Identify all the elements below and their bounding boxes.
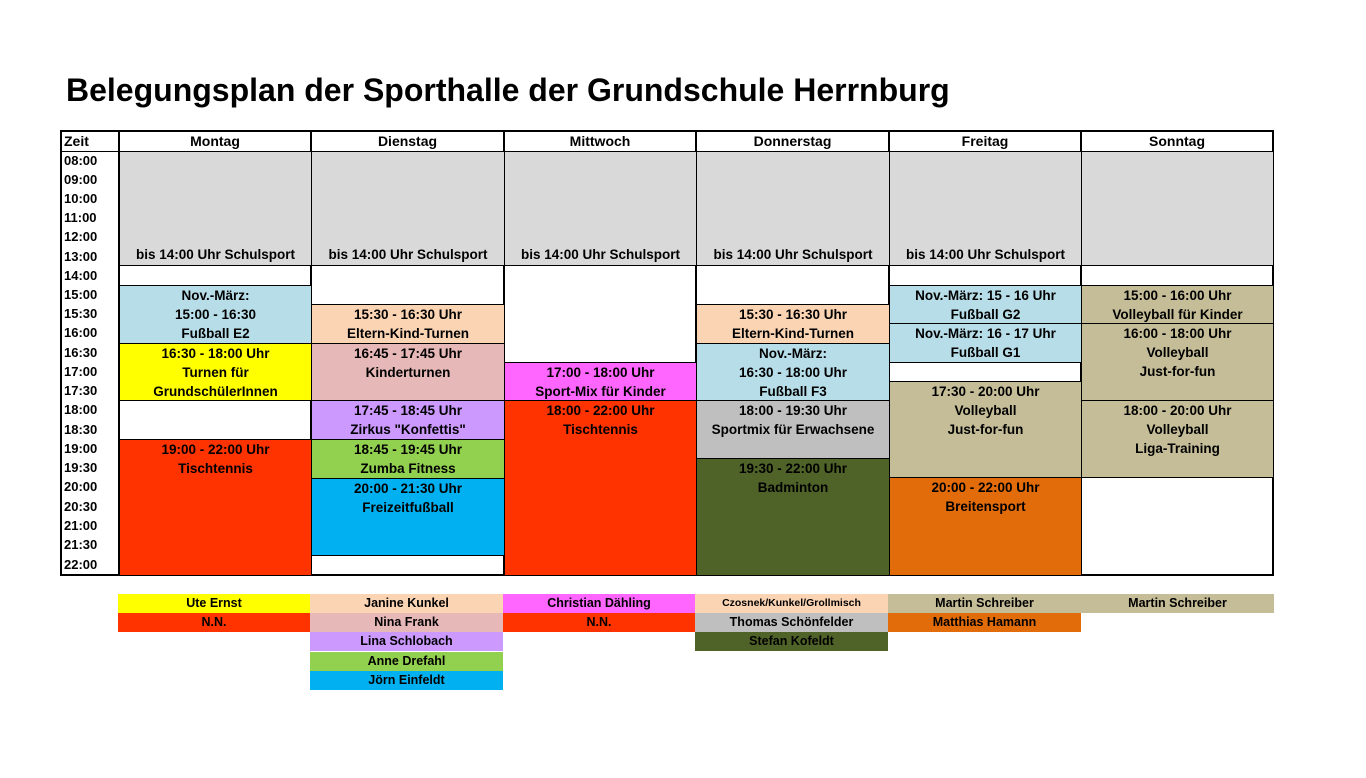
event-line: Kinderturnen xyxy=(365,365,451,381)
event-line: 17:45 - 18:45 Uhr xyxy=(353,403,463,418)
time-label: 11:00 xyxy=(64,210,97,225)
event-block xyxy=(1081,400,1274,478)
event-line: Sportmix für Erwachsene xyxy=(711,422,875,438)
legend-anne-drefahl: Anne Drefahl xyxy=(310,652,503,671)
page-title: Belegungsplan der Sporthalle der Grundschule Herrnburg xyxy=(66,72,950,108)
event-line: Tischtennis xyxy=(178,461,253,477)
event-line: 15:00 - 16:00 Uhr xyxy=(1123,288,1232,303)
event-line: 18:45 - 19:45 Uhr xyxy=(353,442,463,457)
time-label: 18:00 xyxy=(64,402,98,417)
time-label: 15:30 xyxy=(64,306,98,321)
event-block xyxy=(311,478,505,556)
event-line: GrundschülerInnen xyxy=(153,384,278,400)
time-label: 09:00 xyxy=(64,172,98,187)
time-label: 20:00 xyxy=(64,479,98,494)
event-line: 15:00 - 16:30 xyxy=(174,307,257,323)
legend-stefan-kofeldt: Stefan Kofeldt xyxy=(695,632,888,651)
schedule-grid xyxy=(60,130,1274,576)
event-line: 16:30 - 18:00 Uhr xyxy=(738,365,848,381)
event-block xyxy=(1081,323,1274,401)
event-line: Fußball E2 xyxy=(181,326,250,342)
empty-block-sonntag xyxy=(1081,151,1274,266)
event-line: 20:00 - 21:30 Uhr xyxy=(353,481,463,496)
time-label: 13:00 xyxy=(64,249,98,264)
time-label: 10:00 xyxy=(64,191,98,206)
event-line: Eltern-Kind-Turnen xyxy=(732,326,854,342)
event-line: Volleyball xyxy=(1146,422,1209,438)
event-line: Nov.-März: xyxy=(181,288,250,303)
header-time: Zeit xyxy=(64,133,89,149)
time-label: 19:30 xyxy=(64,460,98,475)
event-line: 16:00 - 18:00 Uhr xyxy=(1123,326,1232,341)
event-line: 15:30 - 16:30 Uhr xyxy=(353,307,463,322)
schulsport-text: bis 14:00 Uhr Schulsport xyxy=(520,246,681,262)
event-block xyxy=(311,343,505,401)
header-day-freitag: Freitag xyxy=(961,133,1009,149)
event-line: Sport-Mix für Kinder xyxy=(535,384,666,400)
event-line: Tischtennis xyxy=(563,422,638,438)
legend-nina-frank: Nina Frank xyxy=(310,613,503,632)
event-line: 18:00 - 22:00 Uhr xyxy=(546,403,655,418)
legend-janine-kunkel: Janine Kunkel xyxy=(310,594,503,613)
legend-martin-schreiber-freitag: Martin Schreiber xyxy=(888,594,1081,613)
event-block xyxy=(889,477,1082,576)
time-label: 14:00 xyxy=(64,268,98,283)
event-block xyxy=(696,400,890,459)
event-line: Volleyball xyxy=(954,403,1017,419)
event-line: Just-for-fun xyxy=(947,422,1024,438)
schulsport-block-montag xyxy=(119,151,312,266)
legend-lina-schlobach: Lina Schlobach xyxy=(310,632,503,651)
event-line: Volleyball für Kinder xyxy=(1112,307,1243,323)
schulsport-text: bis 14:00 Uhr Schulsport xyxy=(713,246,873,262)
event-block xyxy=(504,400,697,576)
header-day-mittwoch: Mittwoch xyxy=(569,133,631,149)
header-day-dienstag: Dienstag xyxy=(377,133,438,149)
event-line: 19:30 - 22:00 Uhr xyxy=(738,461,848,476)
event-line: Volleyball xyxy=(1146,345,1209,361)
event-line: 15:30 - 16:30 Uhr xyxy=(738,307,848,322)
legend-matthias-hamann: Matthias Hamann xyxy=(888,613,1081,632)
event-line: 19:00 - 22:00 Uhr xyxy=(161,442,270,457)
time-label: 21:00 xyxy=(64,518,98,533)
event-line: 16:45 - 17:45 Uhr xyxy=(353,346,463,361)
legend-czosnek-kunkel-grollmisch: Czosnek/Kunkel/Grollmisch xyxy=(695,594,888,613)
legend-ute-ernst: Ute Ernst xyxy=(118,594,310,613)
event-line: Liga-Training xyxy=(1135,441,1220,457)
time-label: 22:00 xyxy=(64,557,98,572)
schulsport-text: bis 14:00 Uhr Schulsport xyxy=(905,246,1066,262)
event-line: 18:00 - 20:00 Uhr xyxy=(1123,403,1232,418)
event-block xyxy=(311,439,505,479)
event-line: Nov.-März: 16 - 17 Uhr xyxy=(915,326,1056,341)
schulsport-block-dienstag xyxy=(311,151,505,266)
event-block xyxy=(696,458,890,576)
header-day-sonntag: Sonntag xyxy=(1149,133,1205,149)
event-block xyxy=(311,400,505,440)
event-block xyxy=(1081,285,1274,324)
time-label: 20:30 xyxy=(64,499,98,514)
event-line: Badminton xyxy=(757,480,829,496)
event-line: 20:00 - 22:00 Uhr xyxy=(931,480,1040,495)
legend-nn-mittwoch: N.N. xyxy=(503,613,695,632)
event-block xyxy=(119,343,312,401)
event-line: Freizeitfußball xyxy=(362,500,454,516)
event-block xyxy=(311,304,505,344)
event-block xyxy=(119,285,312,344)
event-line: Fußball G1 xyxy=(950,345,1021,361)
legend-christian-daehling: Christian Dähling xyxy=(503,594,695,613)
event-block xyxy=(889,323,1082,363)
event-line: 17:00 - 18:00 Uhr xyxy=(546,365,655,380)
time-label: 21:30 xyxy=(64,537,98,552)
event-line: Breitensport xyxy=(945,499,1026,515)
event-line: Zirkus "Konfettis" xyxy=(350,422,466,438)
event-line: Just-for-fun xyxy=(1139,364,1216,380)
event-block xyxy=(696,343,890,401)
schulsport-text: bis 14:00 Uhr Schulsport xyxy=(328,246,488,262)
event-line: 17:30 - 20:00 Uhr xyxy=(931,384,1040,399)
time-label: 18:30 xyxy=(64,422,98,437)
event-block xyxy=(889,285,1082,324)
schulsport-block-donnerstag xyxy=(696,151,890,266)
event-line: Nov.-März: 15 - 16 Uhr xyxy=(915,288,1056,303)
time-label: 08:00 xyxy=(64,153,98,168)
time-label: 16:00 xyxy=(64,325,98,340)
event-line: Turnen für xyxy=(182,365,249,381)
schulsport-block-freitag xyxy=(889,151,1082,266)
time-label: 19:00 xyxy=(64,441,98,456)
schulsport-text: bis 14:00 Uhr Schulsport xyxy=(135,246,296,262)
header-day-donnerstag: Donnerstag xyxy=(753,133,832,149)
event-block xyxy=(504,362,697,401)
header-day-montag: Montag xyxy=(190,133,240,149)
event-line: Nov.-März: xyxy=(758,346,827,361)
event-block xyxy=(889,381,1082,478)
legend-martin-schreiber-sonntag: Martin Schreiber xyxy=(1081,594,1274,613)
event-line: 18:00 - 19:30 Uhr xyxy=(738,403,848,418)
event-line: Eltern-Kind-Turnen xyxy=(347,326,469,342)
legend-joern-einfeldt: Jörn Einfeldt xyxy=(310,671,503,690)
event-line: Fußball F3 xyxy=(759,384,827,400)
event-line: Fußball G2 xyxy=(950,307,1021,323)
schulsport-block-mittwoch xyxy=(504,151,697,266)
event-block xyxy=(696,304,890,344)
legend-thomas-schoenfelder: Thomas Schönfelder xyxy=(695,613,888,632)
legend-nn-montag: N.N. xyxy=(118,613,310,632)
event-line: Zumba Fitness xyxy=(360,461,456,477)
time-label: 17:00 xyxy=(64,364,98,379)
event-block xyxy=(119,439,312,576)
time-label: 16:30 xyxy=(64,345,98,360)
time-label: 12:00 xyxy=(64,229,98,244)
time-label: 15:00 xyxy=(64,287,98,302)
time-label: 17:30 xyxy=(64,383,98,398)
event-line: 16:30 - 18:00 Uhr xyxy=(161,346,270,361)
